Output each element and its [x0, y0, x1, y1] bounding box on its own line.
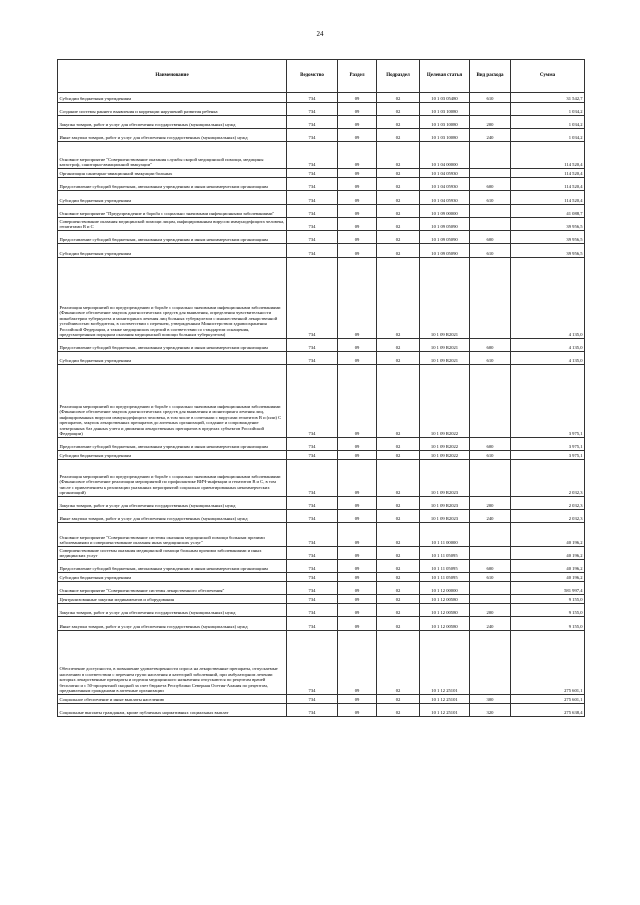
row-expense-type — [470, 258, 511, 339]
table-row — [58, 178, 585, 191]
row-name: Предоставление субсидий бюджетным, автономным учреждениям и иным некоммерческим организациям — [58, 560, 287, 573]
table-row — [58, 547, 585, 560]
row-target: 10 1 09 05090 — [420, 218, 470, 231]
row-name: Предоставление субсидий бюджетным, автономным учреждениям и иным некоммерческим организациям — [58, 339, 287, 352]
row-sum: 41 088,7 — [511, 205, 585, 218]
row-target: 10 1 12 00000 — [420, 582, 470, 595]
table-row — [58, 704, 585, 717]
row-target: 10 1 04 05930 — [420, 178, 470, 191]
row-expense-type — [470, 142, 511, 169]
row-sum: 2 032,3 — [511, 510, 585, 523]
row-name: Закупка товаров, работ и услуг для обеспечения государственных (муниципальных) нужд — [58, 604, 287, 617]
table-row — [58, 595, 585, 604]
row-sum: 39 956,5 — [511, 231, 585, 244]
table-row — [58, 169, 585, 178]
row-target: 10 1 12 00580 — [420, 617, 470, 631]
row-razdel: 09 — [338, 142, 377, 169]
row-razdel: 09 — [338, 93, 377, 103]
table-row — [58, 339, 585, 352]
row-name: Субсидии бюджетным учреждениям — [58, 93, 287, 103]
table-body — [58, 93, 585, 717]
row-ved: 734 — [287, 103, 338, 116]
row-ved: 734 — [287, 205, 338, 218]
row-ved: 734 — [287, 573, 338, 582]
row-podrazdel: 02 — [377, 129, 420, 142]
row-name: Реализация мероприятий по предупреждению и борьбе с социально значимыми инфекционными заболеваниями (Финансовое обеспечение закупок диагностических средств для выявления и мониторинга лечения лиц, инфицированных вирусом иммунодефицита человека, в том числе в сочетании с вирусами гепатитов В и (или) С препаратов, закупок лекарственных препаратов до аптечных организаций, создание и сопровождение электронных баз данных учета и движения лекарственных препаратов в пределах субъектов Российской Федерации) — [58, 365, 287, 438]
row-target: 10 1 03 10080 — [420, 103, 470, 116]
row-sum: 3 975,1 — [511, 365, 585, 438]
row-name: Субсидии бюджетным учреждениям — [58, 244, 287, 258]
table-row — [58, 523, 585, 547]
row-podrazdel: 02 — [377, 103, 420, 116]
row-expense-type: 240 — [470, 617, 511, 631]
row-razdel: 09 — [338, 631, 377, 695]
row-target: 10 1 11 05095 — [420, 560, 470, 573]
row-razdel: 09 — [338, 451, 377, 460]
row-sum: 9 155,0 — [511, 595, 585, 604]
row-podrazdel: 02 — [377, 704, 420, 717]
row-podrazdel: 02 — [377, 218, 420, 231]
row-ved: 734 — [287, 695, 338, 704]
row-podrazdel: 02 — [377, 617, 420, 631]
row-razdel: 09 — [338, 365, 377, 438]
row-expense-type — [470, 205, 511, 218]
row-ved: 734 — [287, 365, 338, 438]
row-podrazdel: 02 — [377, 142, 420, 169]
row-razdel: 09 — [338, 510, 377, 523]
row-sum: 114 520,4 — [511, 191, 585, 205]
row-podrazdel: 02 — [377, 460, 420, 497]
row-expense-type: 600 — [470, 339, 511, 352]
row-target: 10 1 09 R2023 — [420, 497, 470, 510]
row-razdel: 09 — [338, 438, 377, 451]
row-sum: 114 520,4 — [511, 169, 585, 178]
row-name: Централизованные закупки медикаментов и оборудования — [58, 595, 287, 604]
row-podrazdel: 02 — [377, 582, 420, 595]
row-ved: 734 — [287, 129, 338, 142]
table-row — [58, 103, 585, 116]
row-expense-type — [470, 595, 511, 604]
row-sum: 40 196,2 — [511, 560, 585, 573]
row-expense-type: 600 — [470, 560, 511, 573]
row-ved: 734 — [287, 438, 338, 451]
row-expense-type: 610 — [470, 352, 511, 365]
row-podrazdel: 02 — [377, 451, 420, 460]
row-ved: 734 — [287, 169, 338, 178]
row-target: 10 1 11 05095 — [420, 573, 470, 582]
row-name: Реализация мероприятий по предупреждению и борьбе с социально значимыми инфекционными заболеваниями (Финансовое обеспечение закупок диагностических средств для выявления, определения чувствительности микобактерии туберкулеза и мониторинга лечения лиц больных туберкулезом с множественной лекарственной устойчивостью возбудителя, в соответствии с перечнем, утвержденным Министерством здравоохранения Российской Федерации, а также медицинских изделий в соответствии со стандартом оснащения, предусмотренным порядком оказания медицинской помощи больным туберкулезом) — [58, 258, 287, 339]
row-razdel: 09 — [338, 103, 377, 116]
row-ved: 734 — [287, 142, 338, 169]
row-podrazdel: 02 — [377, 258, 420, 339]
row-razdel: 09 — [338, 352, 377, 365]
row-razdel: 09 — [338, 129, 377, 142]
row-name: Совершенствование системы оказания медицинской помощи больным прочими заболеваниями и иных медицинских услуг — [58, 547, 287, 560]
row-ved: 734 — [287, 191, 338, 205]
row-razdel: 09 — [338, 116, 377, 129]
row-podrazdel: 02 — [377, 631, 420, 695]
table-row — [58, 451, 585, 460]
row-ved: 734 — [287, 497, 338, 510]
row-sum: 1 034,2 — [511, 116, 585, 129]
row-ved: 734 — [287, 258, 338, 339]
row-target: 10 1 09 R2021 — [420, 352, 470, 365]
table-row — [58, 93, 585, 103]
row-expense-type: 240 — [470, 510, 511, 523]
col-header-sum: Сумма — [511, 60, 585, 93]
row-ved: 734 — [287, 582, 338, 595]
row-target: 10 1 09 R2022 — [420, 365, 470, 438]
page-number: 24 — [316, 30, 324, 38]
row-name: Социальные выплаты гражданам, кроме публичных нормативных социальных выплат — [58, 704, 287, 717]
row-podrazdel: 02 — [377, 178, 420, 191]
row-name: Основное мероприятие "Предупреждение и борьба с социально значимыми инфекционными заболеваниями" — [58, 205, 287, 218]
row-ved: 734 — [287, 704, 338, 717]
row-name: Субсидии бюджетным учреждениям — [58, 451, 287, 460]
row-sum: 1 034,2 — [511, 129, 585, 142]
row-sum: 3 975,1 — [511, 438, 585, 451]
row-name: Закупка товаров, работ и услуг для обеспечения государственных (муниципальных) нужд — [58, 497, 287, 510]
row-razdel: 09 — [338, 460, 377, 497]
row-expense-type: 200 — [470, 497, 511, 510]
row-podrazdel: 02 — [377, 573, 420, 582]
table-row — [58, 191, 585, 205]
row-target: 10 1 12 25101 — [420, 695, 470, 704]
row-sum: 40 196,2 — [511, 523, 585, 547]
row-target: 10 1 09 R2022 — [420, 451, 470, 460]
row-target: 10 1 03 05480 — [420, 93, 470, 103]
row-name: Основное мероприятие "Совершенствование системы лекарственного обеспечения" — [58, 582, 287, 595]
row-target: 10 1 09 R2023 — [420, 460, 470, 497]
row-sum: 114 520,4 — [511, 178, 585, 191]
row-ved: 734 — [287, 231, 338, 244]
row-sum: 275 638,4 — [511, 704, 585, 717]
row-razdel: 09 — [338, 604, 377, 617]
row-expense-type — [470, 582, 511, 595]
row-ved: 734 — [287, 116, 338, 129]
row-podrazdel: 02 — [377, 205, 420, 218]
row-ved: 734 — [287, 451, 338, 460]
row-expense-type: 240 — [470, 129, 511, 142]
table-row — [58, 631, 585, 695]
table-row — [58, 695, 585, 704]
row-sum: 2 032,3 — [511, 497, 585, 510]
row-expense-type: 600 — [470, 438, 511, 451]
row-target: 10 1 12 00580 — [420, 595, 470, 604]
row-ved: 734 — [287, 560, 338, 573]
row-target: 10 1 09 R2022 — [420, 438, 470, 451]
row-expense-type: 320 — [470, 704, 511, 717]
row-expense-type: 610 — [470, 244, 511, 258]
row-podrazdel: 02 — [377, 497, 420, 510]
table-row — [58, 497, 585, 510]
row-sum: 1 034,2 — [511, 103, 585, 116]
table-row — [58, 604, 585, 617]
row-ved: 734 — [287, 547, 338, 560]
row-razdel: 09 — [338, 595, 377, 604]
table-row — [58, 218, 585, 231]
row-target: 10 1 04 00000 — [420, 142, 470, 169]
col-header-expense-type: Вид расхода — [470, 60, 511, 93]
row-podrazdel: 02 — [377, 438, 420, 451]
row-ved: 734 — [287, 244, 338, 258]
row-target: 10 1 11 05095 — [420, 547, 470, 560]
row-expense-type — [470, 218, 511, 231]
row-expense-type — [470, 103, 511, 116]
row-sum: 40 196,2 — [511, 547, 585, 560]
row-razdel: 09 — [338, 191, 377, 205]
row-name: Создание системы раннего выявления и коррекции нарушений развития ребенка — [58, 103, 287, 116]
table-row — [58, 460, 585, 497]
col-header-razdel: Раздел — [338, 60, 377, 93]
row-name: Основное мероприятие "Совершенствование оказания службы скорой медицинской помощи, медицины катастроф, санитарно-авиационной эвакуации" — [58, 142, 287, 169]
row-expense-type: 300 — [470, 695, 511, 704]
row-razdel: 09 — [338, 244, 377, 258]
row-expense-type — [470, 631, 511, 695]
row-name: Предоставление субсидий бюджетным, автономным учреждениям и иным некоммерческим организациям — [58, 231, 287, 244]
row-sum: 581 997,4 — [511, 582, 585, 595]
row-name: Предоставление субсидий бюджетным, автономным учреждениям и иным некоммерческим организациям — [58, 438, 287, 451]
row-podrazdel: 02 — [377, 244, 420, 258]
row-target: 10 1 09 R2021 — [420, 258, 470, 339]
row-name: Совершенствование оказания медицинской помощи лицам, инфицированным вирусом иммунодефицита человека, гепатитами В и С — [58, 218, 287, 231]
row-podrazdel: 02 — [377, 547, 420, 560]
row-target: 10 1 09 00000 — [420, 205, 470, 218]
table-row — [58, 617, 585, 631]
row-target: 10 1 09 05090 — [420, 231, 470, 244]
table-row — [58, 510, 585, 523]
table-row — [58, 258, 585, 339]
table-row — [58, 560, 585, 573]
row-expense-type: 200 — [470, 604, 511, 617]
row-podrazdel: 02 — [377, 93, 420, 103]
row-target: 10 1 09 05090 — [420, 244, 470, 258]
row-name: Основное мероприятие "Совершенствование системы оказания медицинской помощи больным прочими заболеваниями и совершенствование оказания иных медицинских услуг" — [58, 523, 287, 547]
row-sum: 40 196,2 — [511, 573, 585, 582]
row-target: 10 1 04 05930 — [420, 169, 470, 178]
col-header-target: Целевая статья — [420, 60, 470, 93]
row-expense-type: 600 — [470, 231, 511, 244]
row-sum: 31 542,7 — [511, 93, 585, 103]
row-expense-type: 610 — [470, 93, 511, 103]
row-ved: 734 — [287, 460, 338, 497]
row-razdel: 09 — [338, 218, 377, 231]
table-row — [58, 116, 585, 129]
row-sum: 114 520,4 — [511, 142, 585, 169]
row-name: Субсидии бюджетным учреждениям — [58, 352, 287, 365]
row-name: Реализация мероприятий по предупреждению и борьбе с социально значимыми инфекционными заболеваниями (Финансовое обеспечение реализации мероприятий по профилактике ВИЧ-инфекции и гепатитов В и С, в том числе с привлечением к реализации указанных мероприятий социально ориентированных некоммерческих организаций) — [58, 460, 287, 497]
row-ved: 734 — [287, 93, 338, 103]
table-header — [58, 60, 585, 93]
row-sum: 4 135,0 — [511, 339, 585, 352]
row-razdel: 09 — [338, 258, 377, 339]
row-ved: 734 — [287, 178, 338, 191]
row-razdel: 09 — [338, 695, 377, 704]
row-ved: 734 — [287, 523, 338, 547]
table-row — [58, 365, 585, 438]
row-sum: 39 956,5 — [511, 244, 585, 258]
row-target: 10 1 03 10080 — [420, 129, 470, 142]
row-name: Организация санитарно-авиационной эвакуации больных — [58, 169, 287, 178]
row-razdel: 09 — [338, 178, 377, 191]
row-name: Обеспечение доступности, в повышение удовлетворенности спроса на лекарственные препараты, отпускаемые населению в соответствии с перечнем групп населения и категорий заболеваний, при амбулаторном лечении которых лекарственные препараты и изделия медицинского назначения отпускаются по рецептам врачей бесплатно и с 50-процентной скидкой за счет бюджета Республики Северная Осетия-Алания по рецептам, предъявленным гражданами в аптечные организации — [58, 631, 287, 695]
row-expense-type — [470, 460, 511, 497]
row-razdel: 09 — [338, 560, 377, 573]
row-podrazdel: 02 — [377, 595, 420, 604]
row-razdel: 09 — [338, 205, 377, 218]
row-name: Иные закупки товаров, работ и услуг для обеспечения государственных (муниципальных) нужд — [58, 129, 287, 142]
row-podrazdel: 02 — [377, 352, 420, 365]
table-row — [58, 438, 585, 451]
row-sum: 275 601,1 — [511, 631, 585, 695]
row-target: 10 1 09 R2023 — [420, 510, 470, 523]
row-ved: 734 — [287, 631, 338, 695]
row-podrazdel: 02 — [377, 510, 420, 523]
row-razdel: 09 — [338, 704, 377, 717]
row-podrazdel: 02 — [377, 560, 420, 573]
row-ved: 734 — [287, 218, 338, 231]
row-sum: 4 135,0 — [511, 258, 585, 339]
row-expense-type: 200 — [470, 116, 511, 129]
row-target: 10 1 12 00580 — [420, 604, 470, 617]
table-row — [58, 244, 585, 258]
row-expense-type: 610 — [470, 451, 511, 460]
row-sum: 2 032,3 — [511, 460, 585, 497]
row-razdel: 09 — [338, 573, 377, 582]
row-podrazdel: 02 — [377, 523, 420, 547]
row-ved: 734 — [287, 617, 338, 631]
row-name: Субсидии бюджетным учреждениям — [58, 191, 287, 205]
row-ved: 734 — [287, 595, 338, 604]
row-expense-type: 610 — [470, 573, 511, 582]
row-target: 10 1 11 00000 — [420, 523, 470, 547]
row-name: Социальное обеспечение и иные выплаты населению — [58, 695, 287, 704]
row-razdel: 09 — [338, 497, 377, 510]
row-ved: 734 — [287, 510, 338, 523]
row-target: 10 1 12 25101 — [420, 704, 470, 717]
table-row — [58, 231, 585, 244]
row-razdel: 09 — [338, 231, 377, 244]
row-razdel: 09 — [338, 617, 377, 631]
row-podrazdel: 02 — [377, 231, 420, 244]
row-podrazdel: 02 — [377, 604, 420, 617]
row-expense-type — [470, 169, 511, 178]
row-expense-type — [470, 547, 511, 560]
row-target: 10 1 12 25101 — [420, 631, 470, 695]
row-razdel: 09 — [338, 547, 377, 560]
row-ved: 734 — [287, 604, 338, 617]
row-podrazdel: 02 — [377, 191, 420, 205]
row-podrazdel: 02 — [377, 169, 420, 178]
row-razdel: 09 — [338, 523, 377, 547]
row-name: Закупка товаров, работ и услуг для обеспечения государственных (муниципальных) нужд — [58, 116, 287, 129]
row-sum: 3 975,1 — [511, 451, 585, 460]
row-podrazdel: 02 — [377, 695, 420, 704]
row-expense-type: 600 — [470, 178, 511, 191]
col-header-name: Наименование — [58, 60, 287, 93]
table-row — [58, 573, 585, 582]
col-header-ved: Ведомство — [287, 60, 338, 93]
row-sum: 4 135,0 — [511, 352, 585, 365]
row-razdel: 09 — [338, 339, 377, 352]
row-name: Иные закупки товаров, работ и услуг для обеспечения государственных (муниципальных) нужд — [58, 617, 287, 631]
table-row — [58, 129, 585, 142]
row-razdel: 09 — [338, 582, 377, 595]
table-row — [58, 205, 585, 218]
row-podrazdel: 02 — [377, 116, 420, 129]
table-row — [58, 142, 585, 169]
table-row — [58, 582, 585, 595]
row-sum: 9 155,0 — [511, 617, 585, 631]
row-target: 10 1 04 05930 — [420, 191, 470, 205]
row-sum: 39 956,5 — [511, 218, 585, 231]
row-name: Субсидии бюджетным учреждениям — [58, 573, 287, 582]
row-sum: 275 601,1 — [511, 695, 585, 704]
row-ved: 734 — [287, 339, 338, 352]
table-row — [58, 352, 585, 365]
row-name: Предоставление субсидий бюджетным, автономным учреждениям и иным некоммерческим организациям — [58, 178, 287, 191]
row-ved: 734 — [287, 352, 338, 365]
row-target: 10 1 03 10080 — [420, 116, 470, 129]
row-expense-type: 610 — [470, 191, 511, 205]
row-name: Иные закупки товаров, работ и услуг для обеспечения государственных (муниципальных) нужд — [58, 510, 287, 523]
row-podrazdel: 02 — [377, 339, 420, 352]
row-podrazdel: 02 — [377, 365, 420, 438]
row-target: 10 1 09 R2021 — [420, 339, 470, 352]
row-expense-type — [470, 523, 511, 547]
row-sum: 9 155,0 — [511, 604, 585, 617]
budget-table — [57, 59, 585, 717]
col-header-podrazdel: Подраздел — [377, 60, 420, 93]
row-razdel: 09 — [338, 169, 377, 178]
row-expense-type — [470, 365, 511, 438]
